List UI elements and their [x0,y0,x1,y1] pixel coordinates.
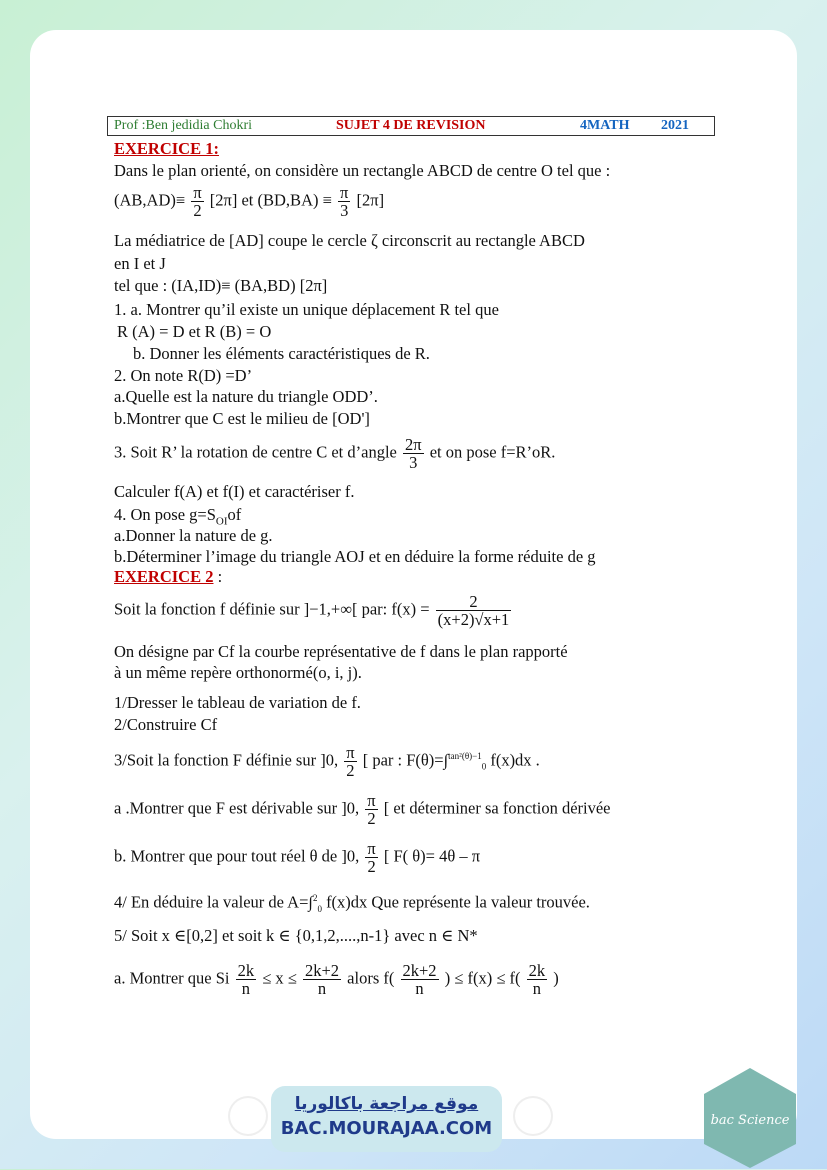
ex2-line-10: 5/ Soit x ∈[0,2] et soit k ∈ {0,1,2,....,n-1} avec n ∈ N* [114,926,478,945]
exercise-1-title: EXERCICE 1: [114,139,219,158]
ex2-line-3: à un même repère orthonormé(o, i, j). [114,663,362,682]
ex1-line-1: Dans le plan orienté, on considère un rectangle ABCD de centre O tel que : [114,161,611,180]
ex2-line-7: a .Montrer que F est dérivable sur ]0, $\frac{\pi}{2}$ [ et déterminer sa fonction dérivée [114,791,611,828]
ex1-line-3: La médiatrice de [AD] coupe le cercle ζ circonscrit au rectangle ABCD [114,231,585,250]
ex2-line-2: On désigne par Cf la courbe représentative de f dans le plan rapporté [114,642,568,661]
header-bar [107,116,715,136]
ex2-line-9: 4/ En déduire la valeur de A=∫$^2_0$ f(x)dx Que représente la valeur trouvée. [114,892,590,914]
ex1-line-2: (AB,AD)≡ $\frac{\pi}{2}$ [2π] et (BD,BA) ≡ $\frac{\pi}{3}$ [2π] [114,183,385,220]
ex1-line-6: 1. a. Montrer qu’il existe un unique déplacement R tel que [114,300,499,319]
subject-title: SUJET 4 DE REVISION [336,118,486,133]
ex2-line-4: 1/Dresser le tableau de variation de f. [114,693,361,712]
ex2-line-11: a. Montrer que Si $\frac{2k}{n}$ ≤ x ≤ $\frac{2k+2}{n}$ alors f( $\frac{2k+2}{n}$ ) ≤ f(x) ≤ f( $\frac{2k}{n}$ ) [114,961,559,998]
ex1-line-15: a.Donner la nature de g. [114,526,273,545]
ex1-line-13: Calculer f(A) et f(I) et caractériser f. [114,482,355,501]
ex1-line-16: b.Déterminer l’image du triangle AOJ et en déduire la forme réduite de g [114,547,596,566]
footer-site-link[interactable]: BAC.MOURAJAA.COM [280,1118,493,1139]
ex2-line-1: Soit la fonction f définie sur ]−1,+∞[ par: f(x) = $\frac{2}{(x+2)√x+1}$ [114,592,510,629]
ex1-line-5: tel que : (IA,ID)≡ (BA,BD) [2π] [114,276,328,295]
author: Prof :Ben jedidia Chokri [114,118,253,133]
ex1-line-14: 4. On pose $g=S_{OI}of$ [114,505,242,528]
ex2-line-6: 3/Soit la fonction F définie sur ]0, $\frac{\pi}{2}$ [ par : F(θ)=∫$^{tan^2(\theta)-1}_0$ f(x)dx . [114,743,540,780]
ex1-line-8: b. Donner les éléments caractéristiques de R. [133,344,430,363]
svg-text:bac Science: bac Science [710,1113,790,1128]
bac-science-logo [698,1066,802,1170]
ex1-line-9: 2. On note R(D) =D’ [114,366,253,385]
site-badge-right [515,1098,551,1134]
footer-arabic-link[interactable]: موقع مراجعة باكالوريا [294,1094,479,1114]
site-badge-left [230,1098,266,1134]
exercise-2-title: EXERCICE 2 : [114,567,223,586]
ex1-line-7: R (A) = D et R (B) = O [117,322,272,341]
ex1-line-4: en I et J [114,254,166,273]
ex1-line-12: 3. Soit R’ la rotation de centre C et d’angle $\frac{2\pi}{3}$ et on pose f=R’oR. [114,435,556,472]
ex2-line-5: 2/Construire Cf [114,715,218,734]
ex1-line-10: a.Quelle est la nature du triangle ODD’. [114,387,378,406]
level: 4MATH [580,118,630,133]
footer-banner[interactable] [271,1086,502,1152]
year: 2021 [661,118,689,133]
ex1-line-11: b.Montrer que C est le milieu de [OD'] [114,409,370,428]
ex2-line-8: b. Montrer que pour tout réel θ de ]0, $\frac{\pi}{2}$ [ F( θ)= 4θ – π [114,839,481,876]
